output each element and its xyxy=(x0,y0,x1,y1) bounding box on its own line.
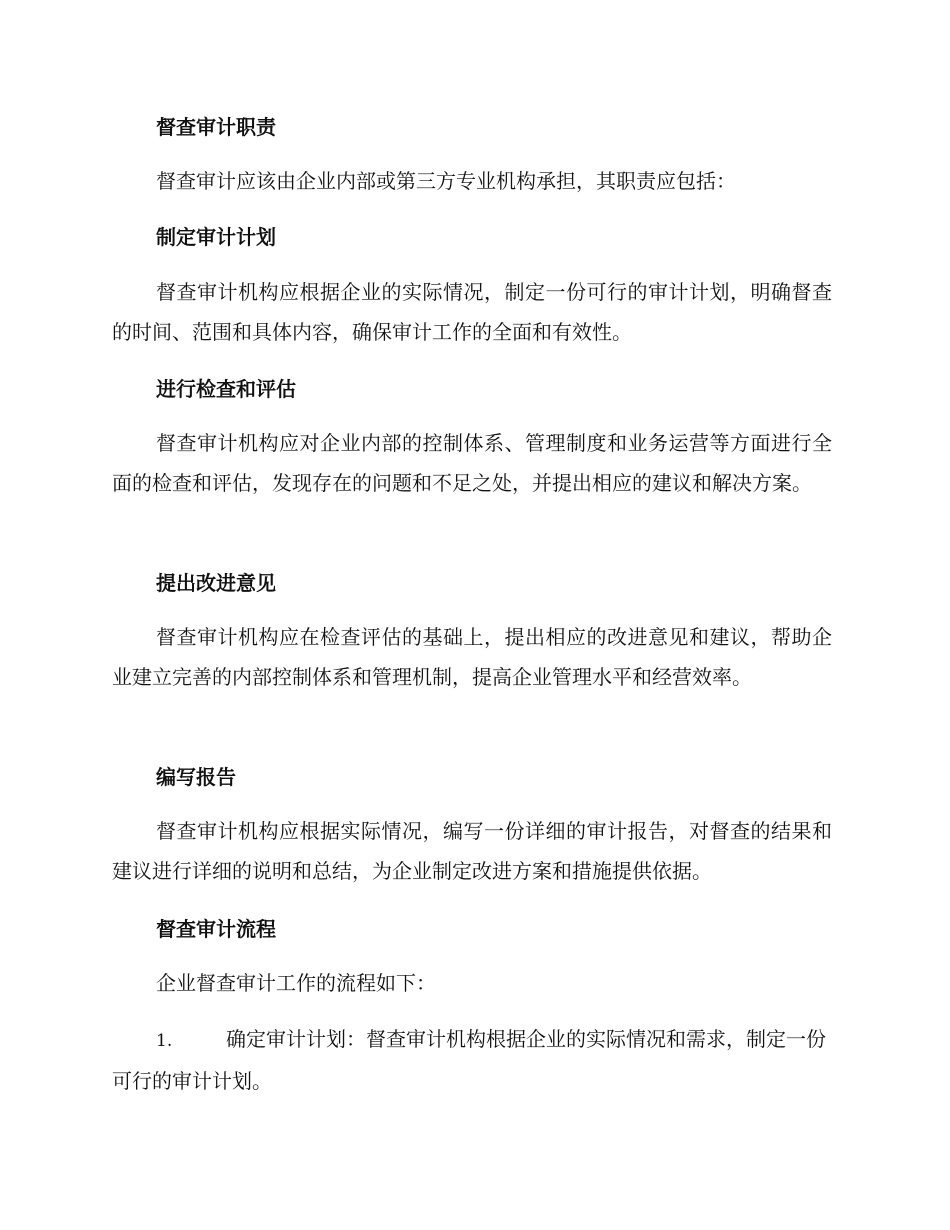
section-paragraph-improvement: 督查审计机构应在检查评估的基础上，提出相应的改进意见和建议，帮助企业建立完善的内部控制体系和管理机制，提高企业管理水平和经营效率。 xyxy=(112,625,832,689)
list-item-text: 确定审计计划：督查审计机构根据企业的实际情况和需求，制定一份可行的审计计划。 xyxy=(112,1027,826,1093)
section-paragraph-report: 督查审计机构应根据实际情况，编写一份详细的审计报告，对督查的结果和建议进行详细的说明和总结，为企业制定改进方案和措施提供依据。 xyxy=(112,819,832,883)
section-paragraph-audit-duties: 督查审计应该由企业内部或第三方专业机构承担，其职责应包括： xyxy=(156,169,736,193)
section-heading-improvement: 提出改进意见 xyxy=(156,571,276,595)
section-heading-audit-process: 督查审计流程 xyxy=(156,917,276,941)
list-item xyxy=(112,1019,832,1101)
section-heading-audit-duties: 督查审计职责 xyxy=(156,115,276,139)
section-paragraph-audit-plan: 督查审计机构应根据企业的实际情况，制定一份可行的审计计划，明确督查的时间、范围和具体内容，确保审计工作的全面和有效性。 xyxy=(112,280,832,344)
section-heading-inspection: 进行检查和评估 xyxy=(156,377,296,401)
section-heading-report: 编写报告 xyxy=(156,765,236,789)
section-paragraph-inspection: 督查审计机构应对企业内部的控制体系、管理制度和业务运营等方面进行全面的检查和评估，发现存在的问题和不足之处，并提出相应的建议和解决方案。 xyxy=(112,431,832,495)
section-heading-audit-plan: 制定审计计划 xyxy=(156,225,276,249)
section-paragraph-audit-process: 企业督查审计工作的流程如下： xyxy=(156,971,436,995)
list-item-number: 1. xyxy=(156,1031,173,1051)
